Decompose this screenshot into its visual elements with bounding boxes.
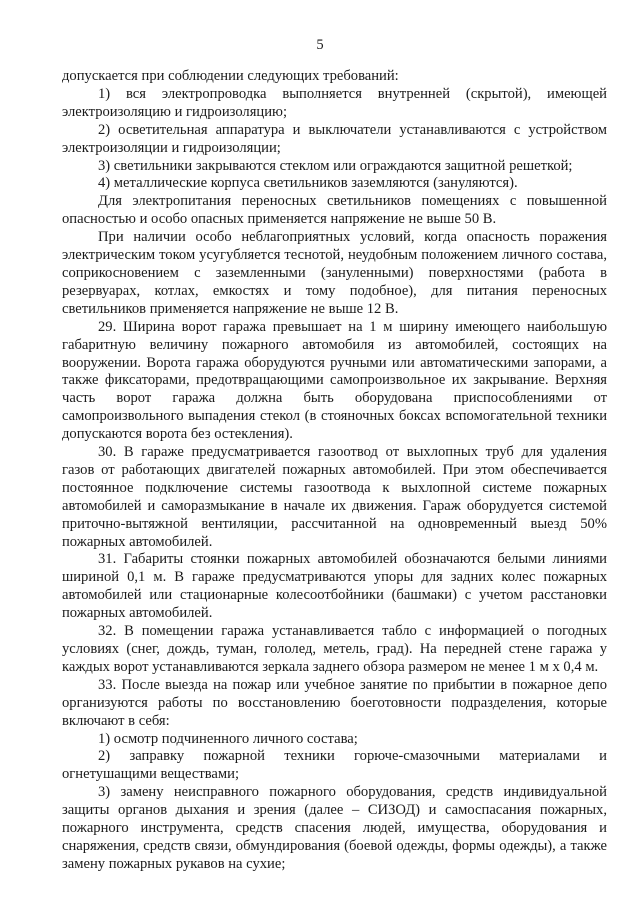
paragraph-33-item-3: 3) замену неисправного пожарного оборудования, средств индивидуальной защиты органов дыхания и зрения (далее – СИЗОД) и самоспасания пожарных, пожарного инструмента, средств спасения людей, имущества, оборудования и снаряжения, средств связи, обмундирования (боевой одежды, формы одежды), а также замену пожарных рукавов на сухие; — [62, 784, 607, 872]
paragraph-33-item-1: 1) осмотр подчиненного личного состава; — [98, 730, 358, 747]
paragraph-item-1: 1) вся электропроводка выполняется внутренней (скрытой), имеющей электроизоляцию и гидроизоляцию; — [62, 85, 607, 120]
page-number: 5 — [316, 37, 324, 53]
paragraph-voltage-12v: При наличии особо неблагоприятных условий, когда опасность поражения электрическим током усугубляется теснотой, неудобным положением личного состава, соприкосновением с заземленными (зануленными) поверхностями (работа в резервуарах, котлах, емкостях и тому подобное), для питания переносных светильников применяется напряжение не выше 12 В. — [62, 229, 607, 317]
paragraph-33: 33. После выезда на пожар или учебное занятие по прибытии в пожарное депо организуются работы по восстановлению боеготовности подразделения, которые включают в себя: — [62, 676, 607, 729]
paragraph-33-item-2: 2) заправку пожарной техники горюче-смазочными материалами и огнетушащими веществами; — [62, 748, 607, 783]
paragraph-32: 32. В помещении гаража устанавливается табло с информацией о погодных условиях (снег, дождь, туман, гололед, метель, град). На передней стене гаража у каждых ворот устанавливаются зеркала заднего обзора размером не менее 1 м х 0,4 м. — [62, 623, 607, 675]
paragraph-item-3: 3) светильники закрываются стеклом или ограждаются защитной решеткой; — [98, 157, 573, 174]
paragraph-item-2: 2) осветительная аппаратура и выключатели устанавливаются с устройством электроизоляции и гидроизоляции; — [62, 121, 607, 156]
paragraph-30: 30. В гараже предусматривается газоотвод от выхлопных труб для удаления газов от работающих двигателей пожарных автомобилей. При этом обеспечивается постоянное подключение системы газоотвода к выхлопной системе пожарных автомобилей и саморазмыкание в начале их движения. Гараж оборудуется системой приточно-вытяжной вентиляции, рассчитанной на одновременный выезд 50% пожарных автомобилей. — [62, 444, 607, 550]
paragraph-29: 29. Ширина ворот гаража превышает на 1 м ширину имеющего наибольшую габаритную величину пожарного автомобиля из автомобилей, состоящих на вооружении. Ворота гаража оборудуются ручными или автоматическими запорами, а также фиксаторами, предотвращающими самопроизвольное их закрывание. Верхняя часть ворот гаража должна быть оборудована приспособлениями от самопроизвольного выпадения стекол (в стояночных боксах вспомогательной техники допускаются ворота без остекления). — [62, 318, 607, 443]
paragraph-voltage-50v: Для электропитания переносных светильников помещениях с повышенной опасностью и особо опасных применяется напряжение не выше 50 В. — [62, 193, 607, 228]
paragraph-31: 31. Габариты стоянки пожарных автомобилей обозначаются белыми линиями шириной 0,1 м. В гараже предусматриваются упоры для задних колес пожарных автомобилей или стационарные колесоотбойники (башмаки) с учетом расстановки пожарных автомобилей. — [62, 551, 607, 622]
paragraph-item-4: 4) металлические корпуса светильников заземляются (зануляются). — [98, 175, 518, 192]
paragraph-continuation: допускается при соблюдении следующих требований: — [62, 68, 399, 84]
document-body — [62, 68, 607, 874]
